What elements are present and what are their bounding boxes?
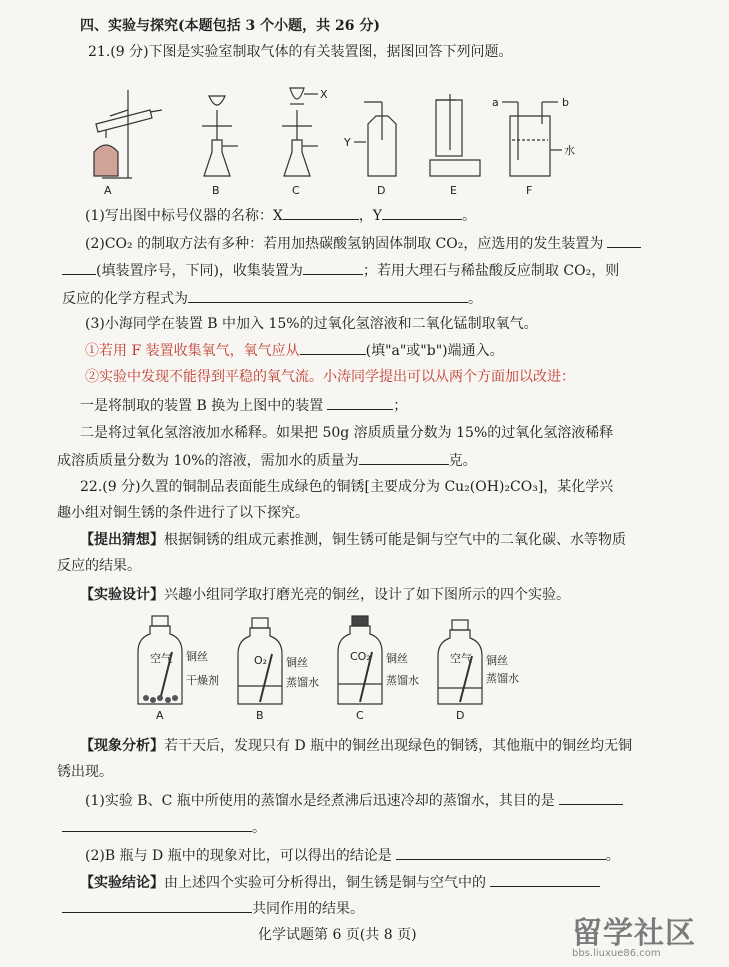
- q21-p3: (3)小海同学在装置 B 中加入 15%的过氧化氢溶液和二氧化锰制取氧气。: [85, 316, 538, 332]
- q21-p3-1: [85, 341, 504, 360]
- q21-p3-1-text: ①若用 F 装置收集氧气，氧气应从: [85, 343, 300, 359]
- label-a-port: a: [492, 96, 499, 109]
- apparatus-b: [202, 96, 238, 176]
- label-water: 水: [564, 144, 575, 157]
- label-a: A: [104, 184, 112, 197]
- bottle-c-l1: 铜丝: [386, 652, 408, 665]
- bottle-b-letter: B: [256, 709, 264, 722]
- watermark-logo: 留学社区: [572, 916, 696, 951]
- answer-blank-gen1[interactable]: [607, 234, 641, 248]
- answer-blank-collect[interactable]: [303, 261, 363, 275]
- watermark-url: bbs.liuxue86.com: [572, 948, 661, 959]
- q21-p3-5: [57, 451, 477, 470]
- phen-tag: 【现象分析】: [80, 738, 164, 754]
- q21-p2-text2: (填装置序号，下同)，收集装置为: [96, 263, 303, 279]
- apparatus-f: [502, 102, 562, 176]
- label-b-port: b: [562, 96, 569, 109]
- answer-blank-gen2[interactable]: [62, 261, 96, 275]
- bottle-b-gas: O₂: [254, 654, 268, 667]
- q21-intro: 21.(9 分)下图是实验室制取气体的有关装置图，据图回答下列问题。: [88, 44, 513, 60]
- section-title: 四、实验与探究(本题包括 3 个小题，共 26 分): [80, 18, 380, 34]
- q22-guess2: 反应的结果。: [57, 558, 141, 574]
- q21-p1-text2: ，Y: [358, 208, 383, 224]
- bottle-a-l2: 干燥剂: [186, 674, 219, 687]
- conc-text: 由上述四个实验可分析得出，铜生锈是铜与空气中的: [164, 875, 486, 891]
- q22-phen1: [80, 737, 632, 755]
- s1-end: 。: [252, 820, 266, 836]
- q21-p2-text4: 反应的化学方程式为: [62, 291, 188, 307]
- answer-blank-equation[interactable]: [188, 289, 468, 303]
- answer-blank-purpose2[interactable]: [62, 818, 252, 832]
- label-d: D: [377, 184, 386, 197]
- apparatus-d: [354, 102, 396, 176]
- answer-blank-purpose1[interactable]: [559, 791, 623, 805]
- q21-p3-2: ②实验中发现不能得到平稳的氧气流。小涛同学提出可以从两个方面加以改进：: [85, 369, 575, 385]
- q21-p2-text3: ；若用大理石与稀盐酸反应制取 CO₂，则: [362, 263, 620, 279]
- q22-guess1: [80, 531, 626, 549]
- q22-conc2: [62, 899, 364, 918]
- answer-blank-device[interactable]: [327, 396, 393, 410]
- guess-text: 根据铜锈的组成元素推测，铜生锈可能是铜与空气中的二氧化碳、水等物质: [164, 532, 626, 548]
- bottle-a-letter: A: [156, 709, 164, 722]
- q21-p3-1-text2: (填"a"或"b")端通入。: [365, 343, 504, 359]
- bottle-c-l2: 蒸馏水: [386, 674, 419, 687]
- bottle-b-l2: 蒸馏水: [286, 676, 319, 689]
- label-x: X: [320, 88, 328, 101]
- bottle-d-l1: 铜丝: [486, 654, 508, 667]
- q22-s1-cont: [62, 818, 266, 837]
- s2-end: 。: [605, 848, 620, 864]
- answer-blank-y[interactable]: [382, 206, 462, 220]
- q21-p3-3-end: ；: [393, 398, 408, 414]
- conc-tag: 【实验结论】: [80, 875, 164, 891]
- answer-blank-conclusion[interactable]: [396, 846, 606, 860]
- q22-s2: [85, 846, 620, 865]
- q21-p2-line3: [62, 289, 482, 308]
- bottle-d-l2: 蒸馏水: [486, 672, 519, 685]
- q22-intro2: 趣小组对铜生锈的条件进行了以下探究。: [57, 505, 309, 521]
- conc-text2: 共同作用的结果。: [252, 901, 364, 917]
- answer-blank-x[interactable]: [283, 206, 359, 220]
- q21-p2-end: 。: [468, 291, 482, 307]
- guess-tag: 【提出猜想】: [80, 532, 164, 548]
- bottle-a-l1: 铜丝: [186, 650, 208, 663]
- bottle-d-letter: D: [456, 709, 465, 722]
- page-footer: 化学试题第 6 页(共 8 页): [258, 927, 417, 943]
- design-text: 兴趣小组同学取打磨光亮的铜丝，设计了如下图所示的四个实验。: [164, 587, 570, 603]
- label-c: C: [292, 184, 300, 197]
- phen-text: 若干天后，发现只有 D 瓶中的铜丝出现绿色的铜锈，其他瓶中的铜丝均无铜: [164, 738, 633, 754]
- label-f: F: [526, 184, 533, 197]
- q21-p3-3-text: 一是将制取的装置 B 换为上图中的装置: [80, 398, 324, 414]
- answer-blank-final1[interactable]: [490, 873, 600, 887]
- apparatus-a: [94, 90, 162, 178]
- s1-text: (1)实验 B、C 瓶中所使用的蒸馏水是经煮沸后迅速冷却的蒸馏水，其目的是: [85, 793, 555, 809]
- q21-p3-4: 二是将过氧化氢溶液加水稀释。如果把 50g 溶质质量分数为 15%的过氧化氢溶液稀释: [80, 425, 614, 441]
- watermark: [572, 908, 696, 959]
- q21-p2-line1: [85, 234, 641, 253]
- bottle-a-gas: 空气: [150, 652, 172, 665]
- apparatus-figure: [80, 80, 600, 200]
- q21-p1-text: (1)写出图中标号仪器的名称：X: [85, 208, 283, 224]
- q21-p2-text: (2)CO₂ 的制取方法有多种：若用加热碳酸氢钠固体制取 CO₂，应选用的发生装置为: [85, 236, 604, 252]
- answer-blank-port[interactable]: [300, 341, 366, 355]
- apparatus-e: [430, 94, 480, 176]
- q21-p3-5-text: 成溶质质量分数为 10%的溶液，需加水的质量为: [57, 453, 359, 469]
- q22-conc1: [80, 873, 600, 892]
- label-y: Y: [344, 136, 351, 149]
- bottle-b-l1: 铜丝: [286, 656, 308, 669]
- design-tag: 【实验设计】: [80, 587, 164, 603]
- q22-s1: [85, 791, 623, 810]
- q21-p1-end: 。: [462, 208, 477, 224]
- q22-design: [80, 586, 570, 604]
- label-e: E: [450, 184, 457, 197]
- answer-blank-water[interactable]: [359, 451, 449, 465]
- bottles-figure: [130, 612, 530, 724]
- q22-phen2: 锈出现。: [57, 764, 113, 780]
- bottle-c-letter: C: [356, 709, 364, 722]
- bottle-c-gas: CO₂: [350, 650, 371, 663]
- q21-p3-5-end: 克。: [448, 453, 477, 469]
- label-b: B: [212, 184, 220, 197]
- bottle-d-gas: 空气: [450, 652, 472, 665]
- q21-p3-3: [80, 396, 407, 415]
- q21-p1: [85, 206, 476, 225]
- q22-intro1: 22.(9 分)久置的铜制品表面能生成绿色的铜锈[主要成分为 Cu₂(OH)₂CO₃]，某化学兴: [80, 479, 614, 495]
- s2-text: (2)B 瓶与 D 瓶中的现象对比，可以得出的结论是: [85, 848, 392, 864]
- apparatus-c: [282, 88, 318, 176]
- q21-p2-line2: [62, 261, 619, 280]
- answer-blank-final2[interactable]: [62, 899, 252, 913]
